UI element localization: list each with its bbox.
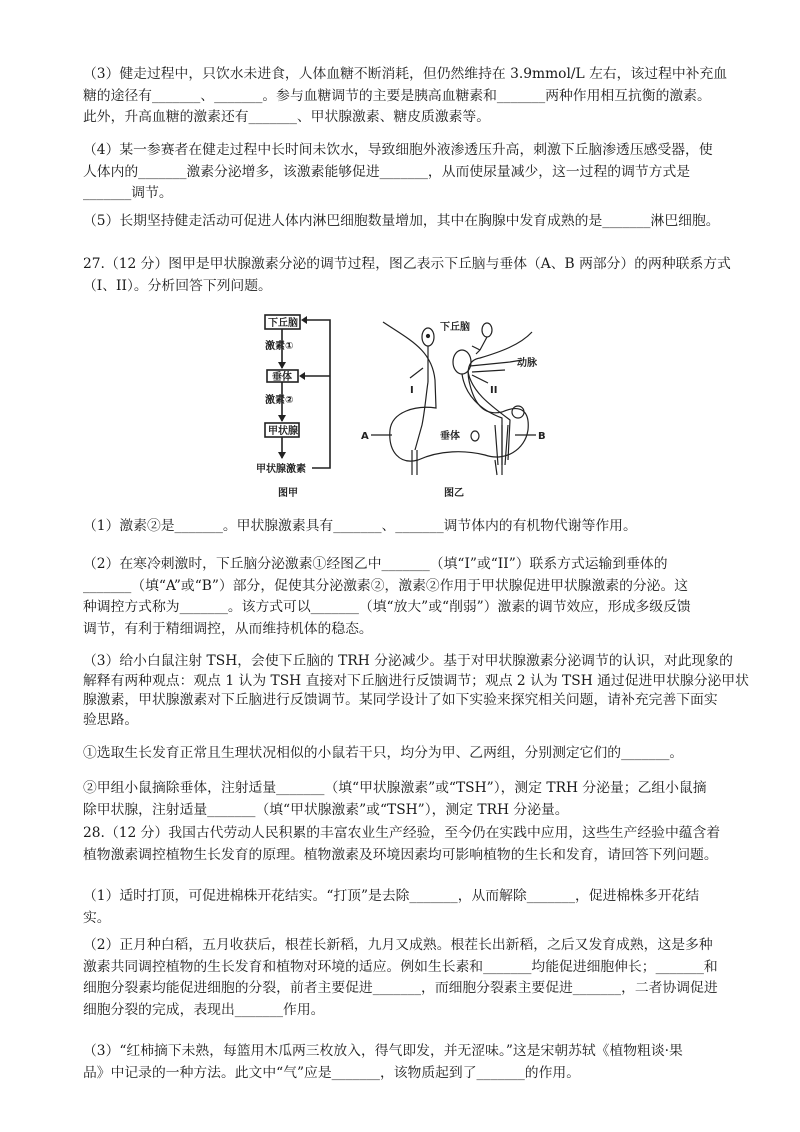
route1-label: I bbox=[410, 385, 414, 396]
text-line: （2）正月种白稻，五月收获后，根茬长新稻，九月又成熟。根茬长出新稻，之后又发育成熟，这是多种 bbox=[83, 937, 713, 953]
text-line: （3）健走过程中，只饮水未进食，人体血糖不断消耗，但仍然维持在 3.9mmol/L 左右，该过程中补充血 bbox=[83, 66, 728, 82]
text-line: 28.（12 分）我国古代劳动人民积累的丰富农业生产经验，至今仍在实践中应用，这些生产经验中蕴含着 bbox=[83, 825, 721, 841]
route2-pointer bbox=[472, 375, 488, 383]
figure-yi-drawing bbox=[371, 322, 536, 475]
hypothalamus-label: 下丘脑 bbox=[440, 322, 470, 333]
text-line: 除甲状腺，注射适量_______（填“甲状腺激素”或“TSH”），测定 TRH 分泌量。 bbox=[83, 801, 569, 818]
text-line: （3）给小白鼠注射 TSH，会使下丘脑的 TRH 分泌减少。基于对甲状腺激素分泌调节的认识，对此现象的 bbox=[83, 653, 733, 669]
caption-yi: 图乙 bbox=[444, 488, 464, 499]
text-line: 调节，有利于精细调控，从而维持机体的稳态。 bbox=[83, 620, 373, 637]
text-line: 验思路。 bbox=[83, 711, 139, 728]
text-line: （I、II）。分析回答下列问题。 bbox=[83, 277, 272, 294]
text-line: _______调节。 bbox=[83, 185, 173, 201]
text-line: （4）某一参赛者在健走过程中长时间未饮水，导致细胞外液渗透压升高，刺激下丘脑渗透压感受器，使 bbox=[83, 142, 713, 158]
text-line: 此外，升高血糖的激素还有_______、甲状腺激素、糖皮质激素等。 bbox=[83, 109, 491, 125]
text-line: 细胞分裂的完成，表现出_______作用。 bbox=[83, 1001, 325, 1018]
hormone2-label: 激素② bbox=[265, 395, 294, 406]
box3-label: 甲状腺 bbox=[268, 426, 298, 437]
hormone1-label: 激素① bbox=[265, 341, 294, 352]
text-line: （5）长期坚持健走活动可促进人体内淋巴细胞数量增加，其中在胸腺中发育成熟的是_______淋巴细胞。 bbox=[83, 213, 720, 229]
pituitary-label: 垂体 bbox=[440, 431, 460, 442]
q28-part2 bbox=[83, 935, 733, 1021]
text-line: 种调控方式称为_______。该方式可以_______（填“放大”或“削弱”）激素的调节效应，形成多级反馈 bbox=[83, 599, 691, 615]
q28-intro bbox=[83, 823, 733, 866]
q26-part3 bbox=[83, 64, 733, 129]
q28-part1 bbox=[83, 886, 733, 929]
box2-label: 垂体 bbox=[272, 372, 292, 383]
text-line: ①选取生长发育正常且生理状况相似的小鼠若干只，均分为甲、乙两组，分别测定它们的_______。 bbox=[83, 745, 684, 761]
text-line: （1）适时打顶，可促进棉株开花结实。“打顶”是去除_______，从而解除_______，促进棉株多开花结 bbox=[83, 888, 700, 904]
text-line: （3）“红柿摘下未熟，每篮用木瓜两三枚放入，得气即发，并无涩味。”这是宋朝苏轼《植物粗谈·果 bbox=[83, 1043, 683, 1059]
text-line: 激素共同调控植物的生长发育和植物对环境的适应。例如生长素和_______均能促进细胞伸长；_______和 bbox=[83, 958, 718, 975]
feedback-line bbox=[303, 320, 330, 468]
text-line: 细胞分裂素均能促进细胞的分裂，前者主要促进_______，而细胞分裂素主要促进_______，二者协调促进 bbox=[83, 980, 718, 996]
q28-part3 bbox=[83, 1041, 733, 1084]
box1-label: 下丘脑 bbox=[268, 318, 298, 329]
text-line: 糖的途径有_______、_______。参与血糖调节的主要是胰高血糖素和_______两种作用相互抗衡的激素。 bbox=[83, 87, 711, 104]
text-line: _______（填“A”或“B”）部分，促使其分泌激素②，激素②作用于甲状腺促进甲状腺激素的分泌。这 bbox=[83, 577, 689, 594]
text-line: 解释有两种观点：观点 1 认为 TSH 直接对下丘脑进行反馈调节；观点 2 认为 TSH 通过促进甲状腺分泌甲状 bbox=[83, 672, 749, 689]
partB-label: B bbox=[538, 431, 546, 442]
q27-part3 bbox=[83, 652, 749, 730]
figure-jia-flowchart bbox=[265, 315, 330, 468]
text-line: （1）激素②是_______。甲状腺激素具有_______、_______调节体内的有机物代谢等作用。 bbox=[83, 518, 637, 534]
text-line: ②甲组小鼠摘除垂体，注射适量_______（填“甲状腺激素”或“TSH”），测定 TRH 分泌量；乙组小鼠摘 bbox=[83, 780, 707, 796]
text-line: 人体内的_______激素分泌增多，该激素能够促进_______，从而使尿量减少，这一过程的调节方式是 bbox=[83, 163, 691, 180]
caption-jia: 图甲 bbox=[278, 488, 298, 499]
q27-part1 bbox=[83, 516, 733, 538]
q27-figure bbox=[240, 300, 560, 510]
q26-part4 bbox=[83, 140, 733, 205]
artery-label: 动脉 bbox=[517, 358, 537, 369]
route1-pointer bbox=[410, 368, 423, 378]
q27-part2 bbox=[83, 554, 733, 640]
partA-label: A bbox=[361, 431, 369, 442]
text-line: 27.（12 分）图甲是甲状腺激素分泌的调节过程，图乙表示下丘脑与垂体（A、B 两部分）的两种联系方式 bbox=[83, 256, 731, 272]
text-line: （2）在寒冷刺激时，下丘脑分泌激素①经图乙中_______（填“I”或“II”）联系方式运输到垂体的 bbox=[83, 556, 668, 572]
text-line: 植物激素调控植物生长发育的原理。植物激素及环境因素均可影响植物的生长和发育，请回答下列问题。 bbox=[83, 846, 718, 863]
q26-part5 bbox=[83, 211, 733, 233]
q27-step2 bbox=[83, 778, 733, 821]
route2-label: II bbox=[490, 385, 498, 396]
output-label: 甲状腺激素 bbox=[256, 464, 306, 475]
q27-step1 bbox=[83, 743, 733, 765]
text-line: 品》中记录的一种方法。此文中“气”应是_______，该物质起到了_______的作用。 bbox=[83, 1064, 580, 1081]
text-line: 腺激素，甲状腺激素对下丘脑进行反馈调节。某同学设计了如下实验来探究相关问题，请补充完善下面实 bbox=[83, 692, 718, 708]
text-line: 实。 bbox=[83, 909, 111, 926]
q27-intro bbox=[83, 254, 733, 297]
